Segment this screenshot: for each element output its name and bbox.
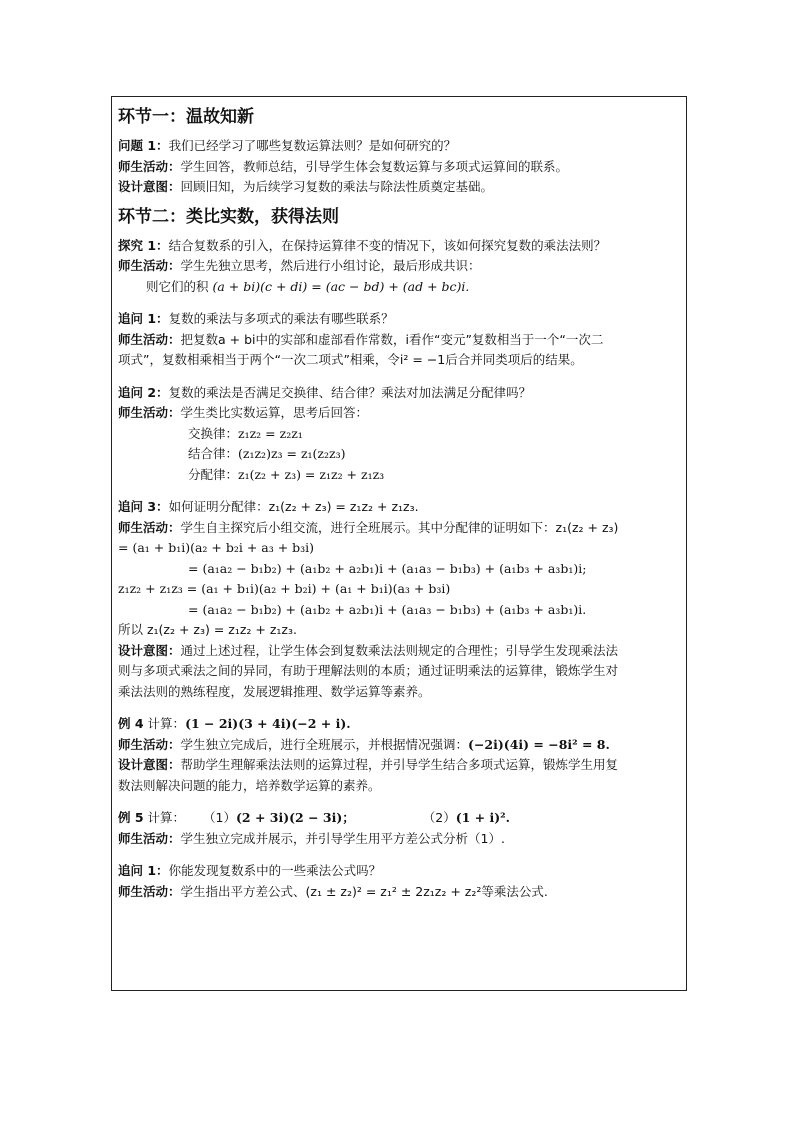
follow-up-3-design xyxy=(118,641,684,662)
follow-up-3 xyxy=(118,497,684,518)
example-5-part2-number: （2） xyxy=(422,810,456,825)
design-1-text: 回顾旧知，为后续学习复数的乘法与除法性质奠定基础。 xyxy=(180,179,494,194)
example-4-design-line2: 数法则解决问题的能力，培养数学运算的素养。 xyxy=(118,777,381,793)
follow-up-4-text: 你能发现复数系中的一些乘法公式吗？ xyxy=(168,863,382,878)
example-4 xyxy=(118,714,684,735)
follow-up-3-design-line3: 乘法法则的熟练程度，发展逻辑推理、数学运算等素养。 xyxy=(118,683,431,699)
follow-up-1-activity-line1: 把复数a + bi中的实部和虚部看作常数，i看作“变元”复数相当于一个“一次二 xyxy=(180,331,604,347)
explore-activity-label: 师生活动： xyxy=(118,258,181,273)
example-4-design-label: 设计意图： xyxy=(118,757,181,772)
activity-1-text: 学生回答，教师总结，引导学生体会复数运算与多项式运算间的联系。 xyxy=(180,158,569,174)
follow-up-1 xyxy=(118,309,684,330)
follow-up-2 xyxy=(118,383,684,404)
follow-up-1-activity xyxy=(118,330,684,351)
design-1 xyxy=(118,177,684,198)
proof-line-2: = (a₁a₂ − b₁b₂) + (a₁b₂ + a₂b₁)i + (a₁a₃ − b₁b₃) + (a₁b₃ + a₃b₁)i; xyxy=(188,560,587,576)
follow-up-1-text: 复数的乘法与多项式的乘法有哪些联系？ xyxy=(168,311,394,326)
example-5-label: 例 5 xyxy=(118,810,144,825)
proof-line-5: 所以 z₁(z₂ + z₃) = z₁z₂ + z₁z₃. xyxy=(118,622,297,637)
follow-up-4-activity-label: 师生活动： xyxy=(118,883,181,899)
law-distributive: 分配律：z₁(z₂ + z₃) = z₁z₂ + z₁z₃ xyxy=(188,466,385,482)
example-4-design-line1: 帮助学生理解乘法法则的运算过程，并引导学生结合多项式运算，锻炼学生用复 xyxy=(180,757,619,772)
section2-title: 环节二：类比实数，获得法则 xyxy=(118,206,339,227)
explore-1-text: 结合复数系的引入，在保持运算律不变的情况下，该如何探究复数的乘法法则？ xyxy=(168,237,607,253)
question-1-text: 我们已经学习了哪些复数运算法则？是如何研究的？ xyxy=(168,138,457,153)
proof-line-4: = (a₁a₂ − b₁b₂) + (a₁b₂ + a₂b₁)i + (a₁a₃ − b₁b₃) + (a₁b₃ + a₃b₁)i. xyxy=(188,601,587,617)
example-4-activity-formula: (−2i)(4i) = −8i² = 8. xyxy=(468,736,610,752)
follow-up-1-label: 追问 1： xyxy=(118,311,169,326)
example-4-text: 计算： xyxy=(147,716,186,731)
follow-up-3-activity xyxy=(118,518,684,539)
example-4-design xyxy=(118,755,684,776)
follow-up-4-label: 追问 1： xyxy=(118,863,169,878)
follow-up-3-design-line1: 通过上述过程，让学生体会到复数乘法法则规定的合理性；引导学生发现乘法法 xyxy=(180,642,619,658)
example-5-part1-number: （1） xyxy=(203,810,236,825)
activity-1 xyxy=(118,157,684,178)
follow-up-1-activity-label: 师生活动： xyxy=(118,331,181,347)
follow-up-4-activity-text: 学生指出平方差公式、(z₁ ± z₂)² = z₁² ± 2z₁z₂ + z₂²等乘法公式. xyxy=(180,883,548,899)
example-5-activity-text: 学生独立完成并展示，并引导学生用平方差公式分析（1）. xyxy=(180,830,505,846)
law-associative: 结合律：(z₁z₂)z₃ = z₁(z₂z₃) xyxy=(188,446,346,461)
example-5-part1: (2 + 3i)(2 − 3i)； xyxy=(235,810,355,825)
section1-title: 环节一：温故知新 xyxy=(118,107,254,127)
follow-up-2-activity-label: 师生活动： xyxy=(118,405,181,420)
example-4-formula: (1 − 2i)(3 + 4i)(−2 + i). xyxy=(185,716,351,731)
follow-up-1-activity-line2: 项式”，复数相乘相当于两个“一次二项式”相乘，令i² = −1后合并同类项后的结果。 xyxy=(118,352,583,367)
proof-line-3: z₁z₂ + z₁z₃ = (a₁ + b₁i)(a₂ + b₂i) + (a₁ + b₁i)(a₃ + b₃i) xyxy=(118,581,451,596)
example-5-activity-label: 师生活动： xyxy=(118,830,181,846)
question-1 xyxy=(118,136,684,157)
product-rule-formula: (a + bi)(c + di) = (ac − bd) + (ad + bc)i. xyxy=(212,278,470,294)
example-5-activity xyxy=(118,829,684,850)
example-4-activity-label: 师生活动： xyxy=(118,736,181,752)
follow-up-3-activity-text: 学生自主探究后小组交流，进行全班展示。其中分配律的证明如下：z₁(z₂ + z₃) xyxy=(180,519,619,535)
example-4-label: 例 4 xyxy=(118,716,144,731)
follow-up-4 xyxy=(118,861,684,882)
follow-up-3-activity-label: 师生活动： xyxy=(118,519,181,535)
explore-activity xyxy=(118,256,684,277)
example-4-activity-text: 学生独立完成后，进行全班展示，并根据情况强调： xyxy=(180,736,469,752)
example-4-activity xyxy=(118,735,684,756)
follow-up-3-design-line2: 则与多项式乘法之间的异同，有助于理解法则的本质；通过证明乘法的运算律，锻炼学生对 xyxy=(118,663,619,678)
follow-up-3-text: 如何证明分配律：z₁(z₂ + z₃) = z₁z₂ + z₁z₃. xyxy=(168,499,419,514)
example-5 xyxy=(118,808,684,829)
design-1-label: 设计意图： xyxy=(118,179,181,194)
follow-up-2-activity xyxy=(118,403,684,424)
example-5-text: 计算： xyxy=(147,810,186,825)
explore-1-label: 探究 1： xyxy=(118,237,169,253)
example-5-part2: (1 + i)². xyxy=(455,810,510,825)
law-commutative: 交换律：z₁z₂ = z₂z₁ xyxy=(188,425,303,441)
explore-1 xyxy=(118,236,684,257)
follow-up-3-design-label: 设计意图： xyxy=(118,642,181,658)
question-1-label: 问题 1： xyxy=(118,138,169,153)
follow-up-2-activity-text: 学生类比实数运算，思考后回答： xyxy=(180,405,369,420)
lesson-content xyxy=(118,100,684,902)
follow-up-2-text: 复数的乘法是否满足交换律、结合律？乘法对加法满足分配律吗？ xyxy=(168,384,532,400)
follow-up-2-label: 追问 2： xyxy=(118,384,169,400)
proof-line-1: = (a₁ + b₁i)(a₂ + b₂i + a₃ + b₃i) xyxy=(118,540,315,555)
explore-activity-text: 学生先独立思考，然后进行小组讨论，最后形成共识： xyxy=(180,258,481,273)
product-rule-text: 则它们的积 xyxy=(146,278,209,294)
follow-up-4-activity xyxy=(118,882,684,903)
follow-up-3-label: 追问 3： xyxy=(118,499,169,514)
activity-1-label: 师生活动： xyxy=(118,158,181,174)
product-rule xyxy=(118,277,684,298)
